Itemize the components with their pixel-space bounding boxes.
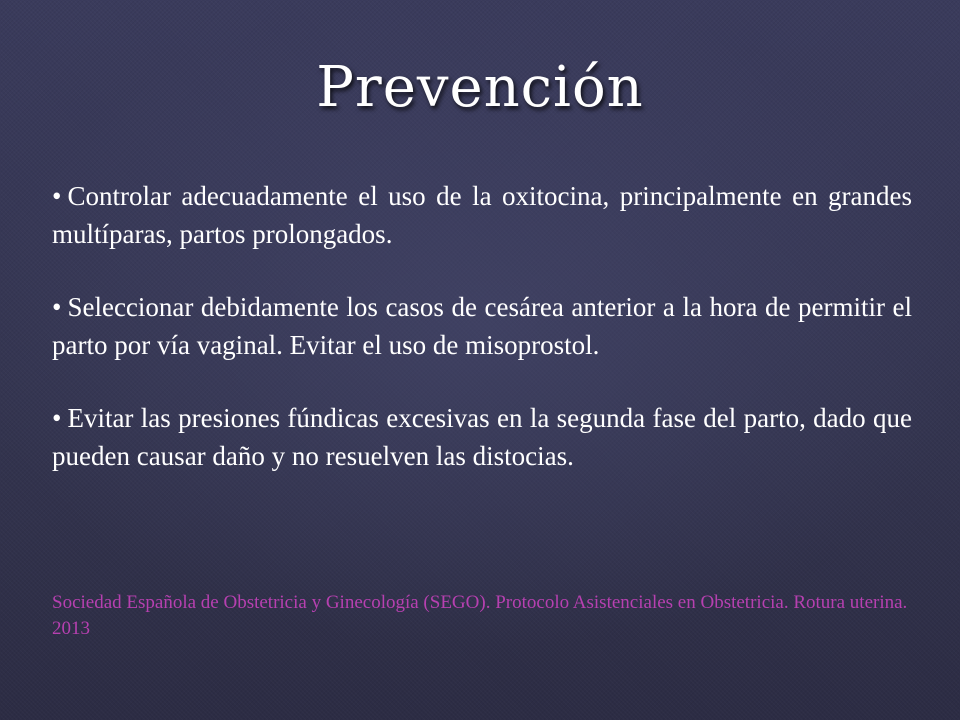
- slide-title: Prevención: [316, 55, 644, 120]
- bullet-item: [52, 400, 912, 475]
- bullet-text: Seleccionar debidamente los casos de cesárea anterior a la hora de permitir el parto por vía vaginal. Evitar el uso de misoprostol.: [52, 292, 912, 360]
- bullet-text: Controlar adecuadamente el uso de la oxitocina, principalmente en grandes multíparas, partos prolongados.: [52, 181, 912, 249]
- bullet-marker: •: [52, 181, 62, 211]
- bullet-item: [52, 289, 912, 364]
- bullet-marker: •: [52, 292, 62, 322]
- bullet-marker: •: [52, 403, 62, 433]
- bullet-item: [52, 178, 912, 253]
- reference-citation: Sociedad Española de Obstetricia y Ginecología (SEGO). Protocolo Asistenciales en Obstetricia. Rotura uterina. 2013: [52, 592, 908, 639]
- bullet-text: Evitar las presiones fúndicas excesivas en la segunda fase del parto, dado que pueden causar daño y no resuelven las distocias.: [52, 403, 912, 471]
- bullet-list: [52, 178, 912, 475]
